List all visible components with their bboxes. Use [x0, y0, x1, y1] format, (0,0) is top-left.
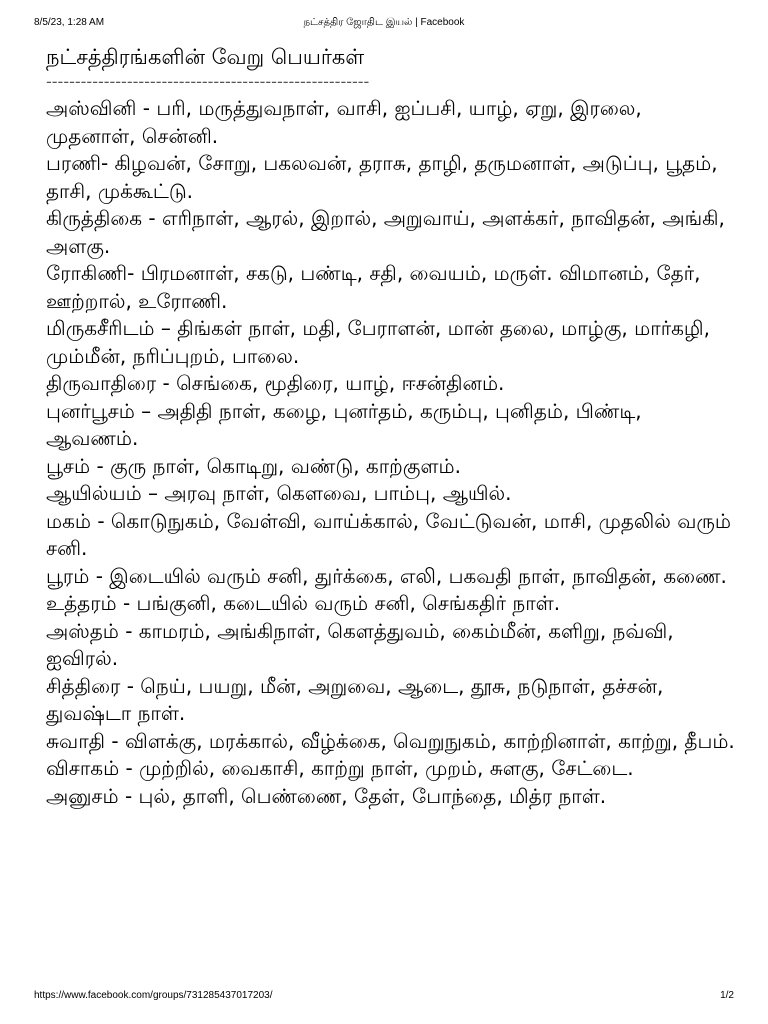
separator-line: --------------------------------------------------------: [46, 73, 370, 91]
list-item: பூரம் - இடையில் வரும் சனி, துர்க்கை, எலி, பகவதி நாள், நாவிதன், கணை.: [46, 563, 727, 588]
list-item: அஸ்வினி - பரி, மருத்துவநாள், வாசி, ஐப்பசி, யாழ், ஏறு, இரலை, முதனாள், சென்னி.: [46, 96, 642, 148]
post-heading: நட்சத்திரங்களின் வேறு பெயர்கள்: [46, 45, 365, 69]
print-page-title: நட்சத்திர ஜோதிட இயல் | Facebook: [303, 17, 465, 28]
post-content: [46, 43, 736, 810]
list-item: பூசம் - குரு நாள், கொடிறு, வண்டு, காற்குளம்.: [46, 453, 461, 478]
list-item: மிருகசீரிடம் – திங்கள் நாள், மதி, பேராளன், மான் தலை, மாழ்கு, மார்கழி, மும்மீன், நரிப்புறம், பாலை.: [46, 316, 710, 368]
list-item: திருவாதிரை - செங்கை, மூதிரை, யாழ், ஈசன்தினம்.: [46, 371, 505, 395]
print-footer: [34, 990, 734, 1004]
list-item: சுவாதி - விளக்கு, மரக்கால், வீழ்க்கை, வெறுநுகம், காற்றினாள், காற்று, தீபம்.: [46, 728, 735, 753]
list-item: அஸ்தம் - காமரம், அங்கிநாள், கௌத்துவம், கைம்மீன், களிறு, நவ்வி, ஐவிரல்.: [46, 618, 674, 670]
list-item: அனுசம் - புல், தாளி, பெண்ணை, தேள், போந்தை, மித்ர நாள்.: [46, 783, 607, 808]
list-item: விசாகம் - முற்றில், வைகாசி, காற்று நாள், முறம், சுளகு, சேட்டை.: [46, 756, 634, 780]
list-item: மகம் - கொடுநுகம், வேள்வி, வாய்க்கால், வேட்டுவன், மாசி, முதலில் வரும் சனி.: [46, 508, 732, 560]
list-item: புனர்பூசம் – அதிதி நாள், கழை, புனர்தம், கரும்பு, புனிதம், பிண்டி, ஆவணம்.: [46, 398, 642, 450]
list-item: ரோகிணி- பிரமனாள், சகடு, பண்டி, சதி, வையம், மருள். விமானம், தேர், ஊற்றால், உரோணி.: [46, 261, 701, 313]
page-indicator: 1/2: [720, 990, 734, 1001]
print-header: [34, 17, 734, 31]
star-names-list: [46, 95, 736, 810]
list-item: உத்தரம் - பங்குனி, கடையில் வரும் சனி, செங்கதிர் நாள்.: [46, 591, 561, 615]
list-item: சித்திரை - நெய், பயறு, மீன், அறுவை, ஆடை, தூசு, நடுநாள், தச்சன், துவஷ்டா நாள்.: [46, 673, 664, 725]
print-url: https://www.facebook.com/groups/731285437017203/: [34, 990, 273, 1001]
print-datetime: 8/5/23, 1:28 AM: [34, 17, 105, 28]
list-item: ஆயில்யம் – அரவு நாள், கௌவை, பாம்பு, ஆயில்.: [46, 481, 512, 505]
list-item: பரணி- கிழவன், சோறு, பகலவன், தராசு, தாழி, தருமனாள், அடுப்பு, பூதம், தாசி, முக்கூட்டு.: [46, 151, 718, 203]
list-item: கிருத்திகை - எரிநாள், ஆரல், இறால், அறுவாய், அளக்கர், நாவிதன், அங்கி, அளகு.: [46, 206, 725, 258]
